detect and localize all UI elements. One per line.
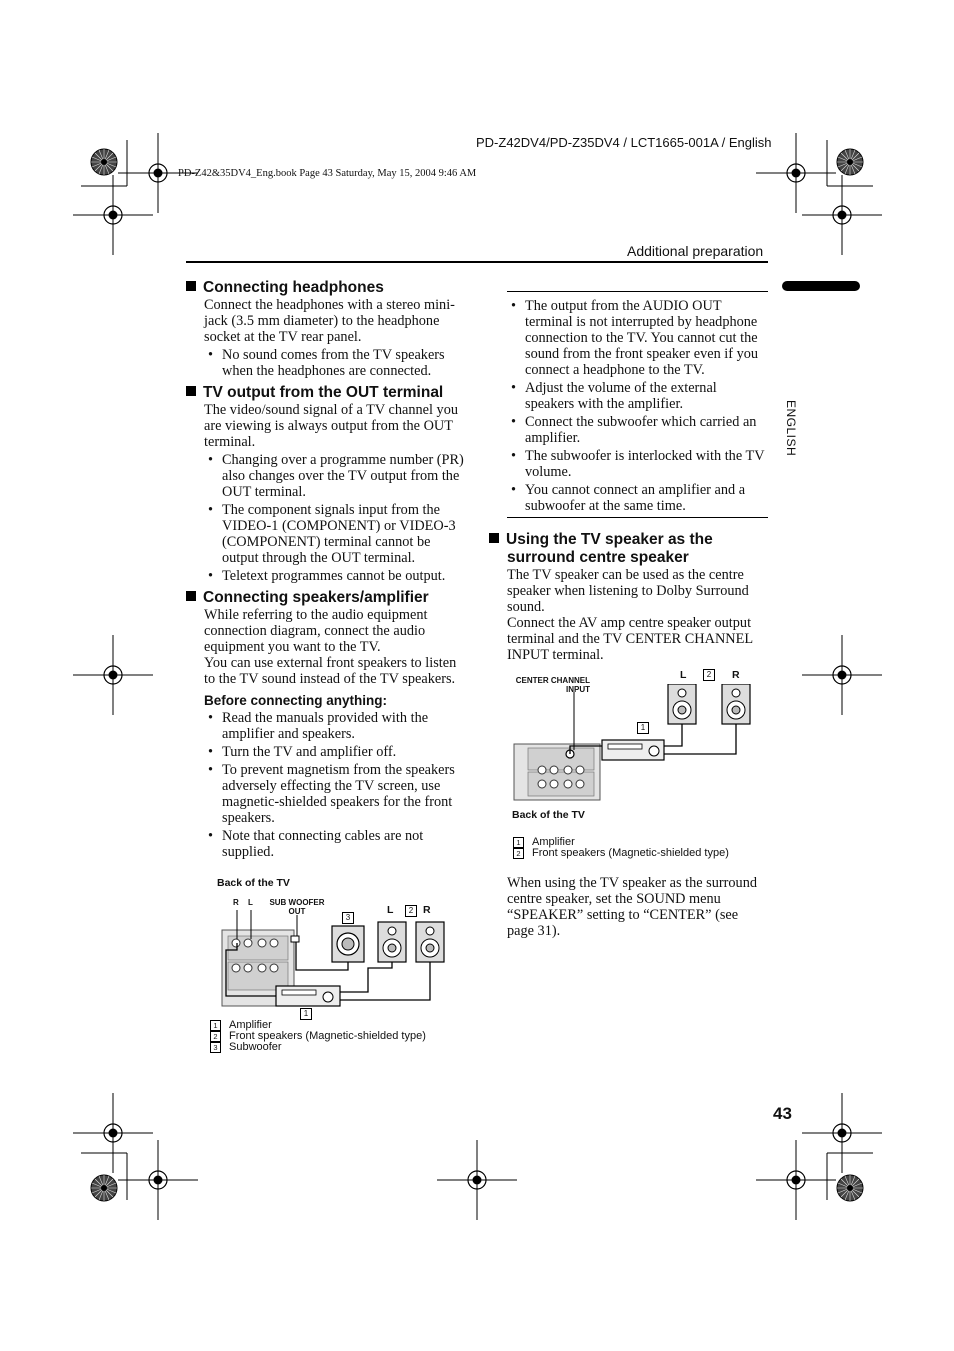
list-item: • Changing over a programme number (PR) also changes over the TV output from the OUT terminal. [204, 452, 468, 500]
speaker-right-label: R [732, 669, 740, 681]
label-center-channel-input: CENTER CHANNEL INPUT [515, 676, 590, 694]
callout-2: 2 [405, 905, 417, 917]
model-number: PD-Z42DV4/PD-Z35DV4 / LCT1665-001A / English [476, 135, 772, 150]
headphones-heading: Connecting headphones [186, 279, 468, 297]
tv-back-panel [514, 744, 600, 800]
speakers-heading: Connecting speakers/amplifier [186, 589, 468, 607]
amplifier-unit [602, 740, 664, 760]
page-number: 43 [773, 1104, 792, 1123]
list-item: • Teletext programmes cannot be output. [204, 568, 468, 584]
centre-closing-text: When using the TV speaker as the surround centre speaker, set the SOUND menu “SPEAKER” setting to “CENTER” (see page 31). [507, 875, 758, 939]
legend-row: 1 Amplifier [513, 837, 729, 848]
left-diagram-legend [210, 1020, 426, 1053]
legend-row: 2 Front speakers (Magnetic-shielded type) [210, 1031, 426, 1042]
left-diagram-caption: Back of the TV [217, 877, 290, 889]
right-diagram-caption: Back of the TV [512, 809, 585, 821]
square-bullet-icon [186, 591, 196, 601]
notes-top-rule [507, 291, 768, 292]
centre-speaker-section [489, 531, 768, 663]
notes-bottom-rule [507, 517, 768, 518]
front-speaker-right [722, 684, 750, 724]
square-bullet-icon [186, 386, 196, 396]
square-bullet-icon [186, 281, 196, 291]
callout-3: 3 [342, 912, 354, 924]
book-info: PD-Z42&35DV4_Eng.book Page 43 Saturday, May 15, 2004 9:46 AM [178, 168, 477, 179]
tv-output-body: The video/sound signal of a TV channel you are viewing is always output from the OUT terminal. [204, 402, 458, 450]
section-title: Additional preparation [627, 243, 764, 259]
list-item: • The subwoofer is interlocked with the TV volume. [507, 448, 768, 480]
label-subwoofer-out: SUB WOOFER OUT [269, 898, 325, 916]
legend-row: 1 Amplifier [210, 1020, 426, 1031]
speaker-right-label: R [423, 904, 431, 916]
centre-speaker-heading: Using the TV speaker as the surround centre speaker [489, 531, 768, 567]
subwoofer-unit [332, 926, 364, 962]
list-item: • To prevent magnetism from the speakers adversely effecting the TV screen, use magnetic-shielded speakers for the front speakers. [204, 762, 468, 826]
list-item: • The output from the AUDIO OUT terminal is not interrupted by headphone connection to the TV. You cannot cut the sound from the front speaker even if you connect a headphone to the TV. [507, 298, 768, 378]
list-item: • Turn the TV and amplifier off. [204, 744, 468, 760]
amplifier-unit [276, 986, 340, 1006]
legend-row: 3 Subwoofer [210, 1042, 426, 1053]
speaker-left-label: L [387, 904, 394, 916]
speakers-body-2: You can use external front speakers to listen to the TV sound instead of the TV speakers. [204, 655, 457, 687]
before-connecting-heading: Before connecting anything: [204, 693, 388, 708]
callout-2: 2 [703, 669, 715, 681]
callout-1: 1 [300, 1008, 312, 1020]
centre-body-2: Connect the AV amp centre speaker output terminal and the TV CENTER CHANNEL INPUT terminal. [507, 615, 753, 663]
header-rule [186, 261, 768, 263]
notes-box [507, 296, 768, 516]
speaker-left-label: L [680, 669, 687, 681]
label-r: R [233, 898, 239, 907]
list-item: • No sound comes from the TV speakers when the headphones are connected. [204, 347, 468, 379]
left-column [186, 279, 468, 862]
list-item: • Read the manuals provided with the amplifier and speakers. [204, 710, 468, 742]
right-diagram-legend [513, 837, 729, 859]
list-item: • Connect the subwoofer which carried an amplifier. [507, 414, 768, 446]
centre-speaker-diagram [512, 684, 762, 804]
notes-list [507, 298, 768, 514]
list-item: • Note that connecting cables are not supplied. [204, 828, 468, 860]
centre-body-1: The TV speaker can be used as the centre speaker when listening to Dolby Surround sound. [507, 567, 749, 615]
tv-output-notes [204, 452, 468, 584]
list-item: • You cannot connect an amplifier and a subwoofer at the same time. [507, 482, 768, 514]
list-item: • Adjust the volume of the external speakers with the amplifier. [507, 380, 768, 412]
language-tab-label: ENGLISH [784, 400, 798, 457]
language-tab-marker [782, 281, 860, 291]
front-speaker-left [378, 922, 406, 962]
front-speaker-left [668, 684, 696, 724]
legend-row: 2 Front speakers (Magnetic-shielded type) [513, 848, 729, 859]
speakers-body-1: While referring to the audio equipment connection diagram, connect the audio equipment you want to the TV. [204, 607, 428, 655]
before-connecting-list [204, 710, 468, 860]
list-item: • The component signals input from the VIDEO-1 (COMPONENT) or VIDEO-3 (COMPONENT) terminal cannot be output through the OUT terminal. [204, 502, 468, 566]
headphones-notes [204, 347, 468, 379]
callout-1: 1 [637, 722, 649, 734]
label-l: L [248, 898, 253, 907]
square-bullet-icon [489, 533, 499, 543]
tv-output-heading: TV output from the OUT terminal [186, 384, 468, 402]
headphones-body: Connect the headphones with a stereo mini-jack (3.5 mm diameter) to the headphone socket at the TV rear panel. [204, 297, 455, 345]
speaker-connection-diagram [220, 910, 460, 1020]
front-speaker-right [416, 922, 444, 962]
